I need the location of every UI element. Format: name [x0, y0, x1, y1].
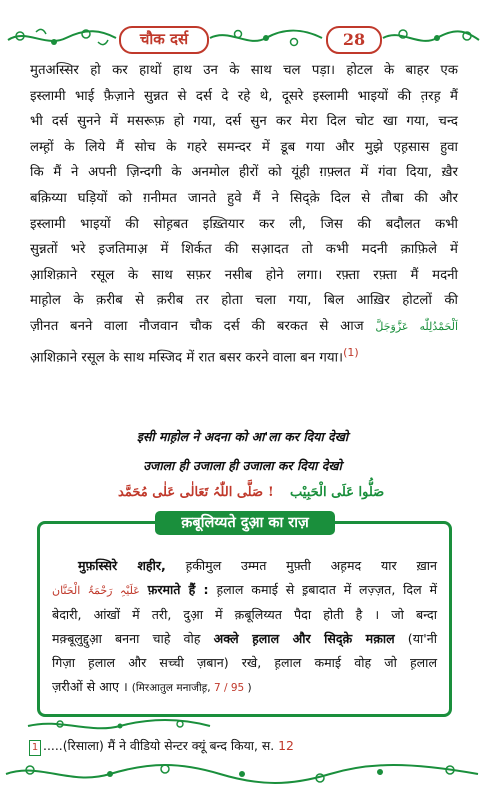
footnote-page: 12 [278, 738, 294, 753]
text-line: आ़शिक़ाने रसूल के साथ मस्जिद में रात बसर करने वाला बन गया। [30, 349, 344, 365]
story-paragraph [30, 58, 458, 371]
footnote [29, 737, 294, 756]
salawat-response: صَلَّی اللّٰہُ تَعَالٰی عَلٰی مُحَمَّد [118, 485, 264, 500]
text-line-with-arabic [30, 314, 458, 340]
reference: (मिरआतुल मनाजीह़, 7 / 95 ) [131, 682, 252, 694]
couplet-line-2: उजाला ही उजाला ही उजाला कर दिया देखो [143, 458, 342, 473]
middle-vine-ornament [208, 24, 324, 52]
footnote-text: .....(रिसाला) मैं ने वीडियो सेन्टर क्यूं बन्द किया, स. [43, 738, 275, 753]
couplet-line-1: इसी माह़ोल ने अदना को आ'ला कर दिया देखो [136, 429, 349, 444]
text-line-with-footnote [30, 340, 458, 371]
text-line: सुन्नतों भरे इजतिमाअ़ में शिर्कत की सआ़दत तो कभी मदनी क़ाफ़िले में [30, 242, 458, 258]
text-line: बेदारी, आंखों में तरी, दुआ़ में क़बूलिय्यत पैदा होती है । जो बन्दा [52, 607, 437, 622]
footnote-divider-ornament [0, 716, 485, 736]
info-box-text [52, 554, 437, 700]
honorific-arabic: عَلَیْہِ رَحْمَۃُ الْحَنَّان [52, 584, 140, 597]
page-number-badge [326, 26, 382, 54]
info-box [37, 515, 452, 717]
text-line: मुफ़स्सिरे शहीर, ह़कीमुल उम्मत मुफ़्ती अह़मद यार ख़ान [78, 558, 437, 573]
info-box-title: क़बूलिय्यते दुआ़ का राज़ [155, 511, 335, 535]
salawat-line [0, 485, 485, 507]
text-line: मुतअस्सिर हो कर हाथों हाथ उन के साथ चल पड़ा। होटल के बाहर एक [30, 63, 458, 78]
page-number: 28 [342, 30, 366, 49]
text-line: इस्लामी भाइयों की सोह़बत इख़्तियार कर ली, जिस की बदौलत कभी [30, 216, 458, 232]
author-title: मुफ़स्सिरे शहीर, [78, 558, 166, 573]
text-line: भी दर्स सुनने में मसरूफ़ हो गया, दर्स सुन कर मेरा दिल चोट खा गया, चन्द [30, 114, 458, 130]
salawat-call: صَلُّوا عَلَی الْحَبِیْب [290, 485, 385, 500]
page-header [0, 24, 485, 54]
chapter-title: चौक दर्स [139, 30, 189, 48]
left-vine-ornament [6, 24, 118, 52]
chapter-title-badge [119, 26, 209, 54]
text-line: मक़्बूलुद्दुआ़ बनना चाहे वोह अक्ले ह़लाल और सिद्क़े मक़ाल (या'नी [52, 631, 437, 646]
text-line: आ़शिक़ाने रसूल के साथ सफ़र नसीब होने लगा। रफ़्ता रफ़्ता मैं मदनी [30, 267, 458, 283]
footnote-marker[interactable]: (1) [343, 345, 359, 359]
text-line: कि मैं ने अपनी ज़िन्दगी के अनमोल हीरों को यूंही ग़फ़्लत में गंवा दिया, ख़ैर [30, 165, 458, 181]
text-line: माह़ोल के क़रीब से क़रीब तर होता चला गया, बिल आख़िर होटलों की [30, 293, 458, 309]
right-vine-ornament [381, 24, 481, 52]
salawat-exclaim: ! [268, 485, 274, 500]
text-line: इस्लामी भाई फ़ैज़ाने सुन्नत से दर्स दे रहे थे, दूसरे इस्लामी भाइयों की त़रह़ मैं [30, 88, 458, 104]
footnote-number: 1 [29, 740, 41, 756]
text-line: गिज़ा ह़लाल और सच्ची ज़बान) रखे, ह़लाल कमाई वोह जो ह़लाल [52, 655, 437, 670]
bottom-vine-ornament [0, 760, 485, 788]
text-line: عَلَیْہِ رَحْمَۃُ الْحَنَّان फ़रमाते हैं : ह़लाल कमाई से इ़बादात में लज़्ज़त, दिल में [52, 582, 437, 597]
text-line: बक़िय्या घड़ियों को ग़नीमत जानते हुवे मैं ने सिद्क़े दिल से तौबा की और [30, 190, 458, 206]
text-line-reference: ज़रीओं से आए । (मिरआतुल मनाजीह़, 7 / 95 ) [52, 679, 252, 694]
alhamdulillah-arabic: اَلْحَمْدُلِلّٰه عَزَّوَجَلَّ [375, 319, 458, 333]
text-line: लम्ह़ों के लिये मैं सोच के गहरे समन्दर में डूब गया और मुझे एह़सास हुवा [30, 139, 458, 155]
text-line: ज़ीनत बनने वाला नौजवान चौक दर्स की बरकत से आज [30, 318, 364, 334]
